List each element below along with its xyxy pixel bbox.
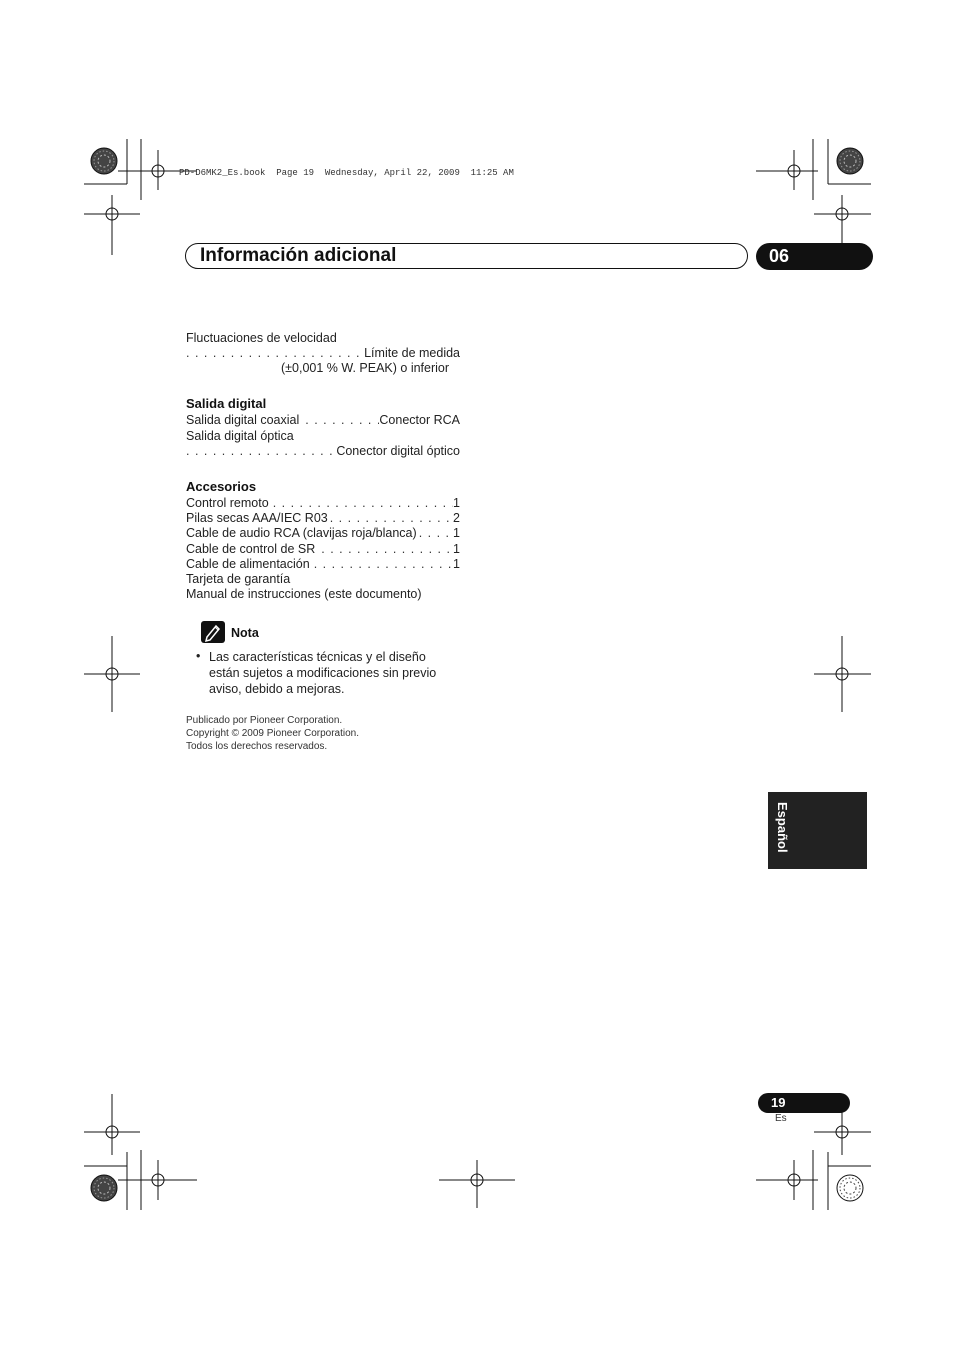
coaxial-row	[186, 413, 460, 428]
language-tab-label	[772, 800, 794, 860]
accessory-qty: 1	[453, 557, 460, 571]
book-info-line: PD-D6MK2_Es.book Page 19 Wednesday, April 22, 2009 11:25 AM	[179, 168, 514, 178]
accessory-qty: 1	[453, 542, 460, 556]
leader-dots	[186, 444, 332, 459]
accessory-row	[186, 542, 460, 557]
language-tab-text: Español	[775, 802, 790, 853]
registration-target-icon	[91, 148, 117, 174]
accessory-row	[186, 511, 460, 526]
section-title: Información adicional	[200, 245, 397, 266]
accessory-extra: Manual de instrucciones (este documento)	[186, 587, 422, 601]
leader-dots	[321, 542, 453, 557]
optical-row	[186, 444, 460, 459]
wow-flutter-row	[186, 346, 460, 361]
leader-dots	[273, 496, 453, 511]
note-line: Las características técnicas y el diseño	[209, 650, 426, 664]
accessory-row	[186, 496, 460, 511]
accessory-name: Cable de control de SR	[186, 542, 316, 556]
wow-flutter-value: Límite de medida	[364, 346, 460, 360]
accessory-row	[186, 526, 460, 541]
accessory-name: Cable de alimentación	[186, 557, 310, 571]
accessory-qty: 1	[453, 526, 460, 540]
accessory-name: Cable de audio RCA (clavijas roja/blanca)	[186, 526, 417, 540]
leader-dots	[330, 511, 453, 526]
accessory-qty: 2	[453, 511, 460, 525]
note-icon	[201, 621, 225, 643]
accessory-name: Pilas secas AAA/IEC R03	[186, 511, 328, 525]
accessories-heading: Accesorios	[186, 479, 257, 494]
publisher-block	[186, 714, 359, 753]
page-number: 19	[771, 1095, 786, 1110]
accessory-qty: 1	[453, 496, 460, 510]
optical-value: Conector digital óptico	[336, 444, 460, 458]
accessory-extra: Tarjeta de garantía	[186, 572, 291, 586]
copyright-line: Copyright © 2009 Pioneer Corporation.	[186, 728, 360, 739]
leader-dots	[419, 526, 453, 541]
digital-output-heading: Salida digital	[186, 396, 267, 411]
note-line: aviso, debido a mejoras.	[209, 682, 345, 696]
page-language-code: Es	[775, 1113, 787, 1124]
note-text	[209, 649, 436, 697]
note-line: están sujetos a modificaciones sin previo	[209, 666, 437, 680]
optical-label: Salida digital óptica	[186, 429, 294, 443]
rights-line: Todos los derechos reservados.	[186, 741, 328, 752]
leader-dots	[305, 413, 379, 428]
registration-target-icon	[837, 1175, 863, 1201]
note-title: Nota	[231, 626, 259, 640]
registration-target-icon	[91, 1175, 117, 1201]
chapter-number: 06	[769, 246, 790, 266]
coaxial-label: Salida digital coaxial	[186, 413, 300, 427]
note-bullet: •	[196, 649, 201, 663]
accessory-name: Control remoto	[186, 496, 269, 510]
registration-target-icon	[837, 148, 863, 174]
leader-dots	[186, 346, 364, 361]
publisher-line: Publicado por Pioneer Corporation.	[186, 715, 343, 726]
coaxial-value: Conector RCA	[379, 413, 460, 427]
accessory-row	[186, 557, 460, 572]
wow-flutter-detail: (±0,001 % W. PEAK) o inferior	[281, 361, 450, 375]
leader-dots	[314, 557, 453, 572]
wow-flutter-label: Fluctuaciones de velocidad	[186, 331, 337, 345]
